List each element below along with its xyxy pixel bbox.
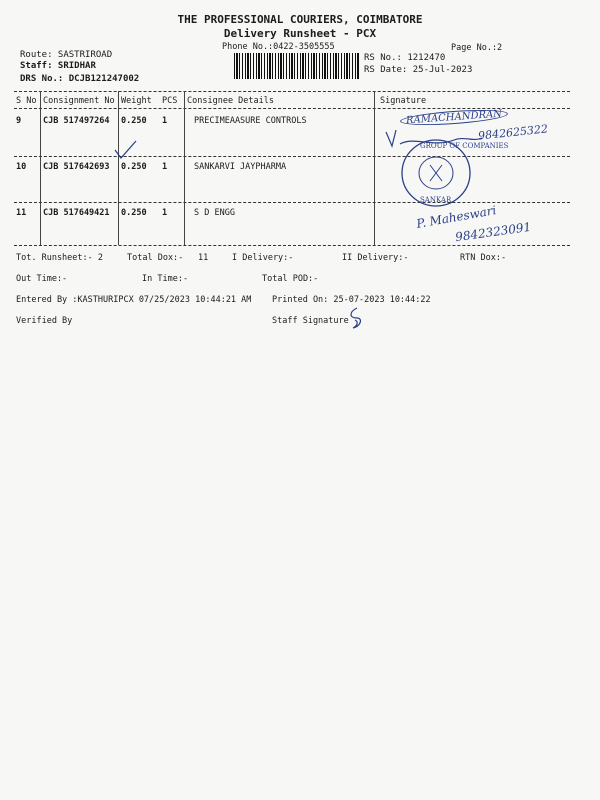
staff-signature-icon <box>345 306 367 334</box>
entered-by: Entered By :KASTHURIPCX 07/25/2023 10:44:21 AM <box>16 295 252 305</box>
rtn-dox: RTN Dox:- <box>460 253 507 263</box>
route: Route: SASTRIROAD <box>20 50 113 60</box>
row-weight: 0.250 <box>121 162 147 172</box>
row-consignment: CJB 517642693 <box>43 162 110 172</box>
in-time: In Time:- <box>142 274 189 284</box>
verified-by: Verified By <box>16 316 73 326</box>
row-weight: 0.250 <box>121 208 147 218</box>
row-pcs: 1 <box>162 208 168 218</box>
out-time: Out Time:- <box>16 274 68 284</box>
staff: Staff: SRIDHAR <box>20 61 96 71</box>
row-consignee: S D ENGG <box>194 208 235 218</box>
document-title: Delivery Runsheet - PCX <box>223 27 377 40</box>
col-weight: Weight <box>121 96 152 106</box>
company-name: THE PROFESSIONAL COURIERS, COIMBATORE <box>177 13 423 26</box>
seal-text-bottom: SANKAR <box>420 196 452 204</box>
rs-number: RS No.: 1212470 <box>364 53 446 63</box>
staff-signature-label: Staff Signature <box>272 316 349 326</box>
total-dox-label: Total Dox:- <box>127 253 184 263</box>
col-consignment: Consignment No <box>43 96 115 106</box>
signature-name-3: P. Maheswari <box>415 203 498 231</box>
col-signature: Signature <box>380 96 427 106</box>
row-consignee: SANKARVI JAYPHARMA <box>194 162 287 172</box>
i-delivery: I Delivery:- <box>232 253 294 263</box>
printed-on: Printed On: 25-07-2023 10:44:22 <box>272 295 431 305</box>
col-consignee: Consignee Details <box>187 96 274 106</box>
page-number: Page No.:2 <box>451 43 503 53</box>
row-pcs: 1 <box>162 116 168 126</box>
seal-text-top: GROUP OF COMPANIES <box>420 142 509 150</box>
phone-number: Phone No.:0422-3505555 <box>222 42 335 52</box>
signature-name-1: RAMACHANDRAN <box>400 107 509 128</box>
row-consignment: CJB 517497264 <box>43 116 110 126</box>
row-sno: 11 <box>16 208 27 218</box>
barcode-icon <box>234 53 360 79</box>
row-pcs: 1 <box>162 162 168 172</box>
row-sno: 9 <box>16 116 22 126</box>
row-weight: 0.250 <box>121 116 147 126</box>
col-pcs: PCS <box>162 96 178 106</box>
ii-delivery: II Delivery:- <box>342 253 409 263</box>
total-dox-value: 11 <box>198 253 209 263</box>
row-consignment: CJB 517649421 <box>43 208 110 218</box>
signature-phone-1: 9842625322 <box>477 122 549 143</box>
drs-number: DRS No.: DCJB121247002 <box>20 74 140 84</box>
total-runsheet: Tot. Runsheet:- 2 <box>16 253 103 263</box>
row-sno: 10 <box>16 162 27 172</box>
col-sno: S No <box>16 96 37 106</box>
row-consignee: PRECIMEAASURE CONTROLS <box>194 116 307 126</box>
total-pod: Total POD:- <box>262 274 319 284</box>
rs-date: RS Date: 25-Jul-2023 <box>364 65 473 75</box>
checkmark-icon <box>112 138 140 162</box>
signature-phone-3: 9842323091 <box>454 219 532 245</box>
